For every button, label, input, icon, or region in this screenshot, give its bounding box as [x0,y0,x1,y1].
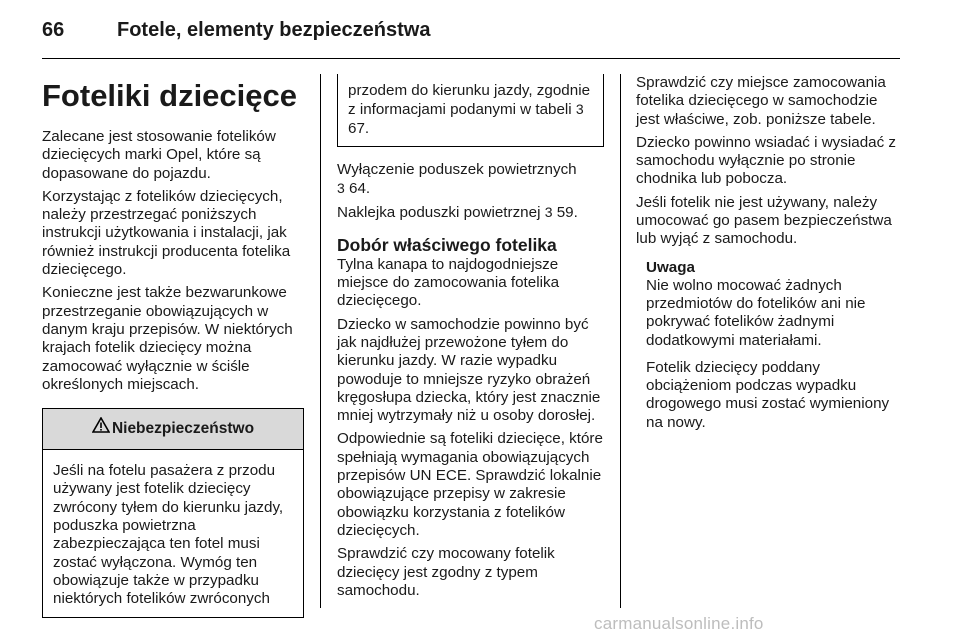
column-3 [636,74,904,441]
paragraph: Jeśli fotelik nie jest używany, należy umocować go pasem bezpieczeństwa lub wyjąć z samochodu. [636,193,892,248]
note-title: Uwaga [646,258,695,276]
page-ref-arrow-icon: 3 [337,180,345,197]
paragraph: Zalecane jest stosowanie fotelików dziecięcych marki Opel, które są dopasowane do pojazdu. [42,128,276,182]
column-1 [42,74,304,618]
page-header [0,0,960,62]
note-text: Fotelik dziecięcy poddany obciążeniom podczas wypadku drogowego musi zostać wymieniony na nowy. [646,358,890,431]
page-ref-arrow-icon: 3 [575,101,584,118]
column-divider-1 [320,74,321,608]
warning-text: Jeśli na fotelu pasażera z przodu używany jest fotelik dziecięcy zwrócony tyłem do kierunku jazdy, poduszka powietrzna zabezpieczająca ten fotel musi zostać wyłączona. Wymóg ten obowiązuje także w przypadku niektórych fotelików zwróconych [53,462,284,608]
page-ref-arrow-icon: 3 [544,204,553,221]
paragraph: Korzystając z fotelików dziecięcych, należy przestrzegać poniższych instrukcji użytkowania i instalacji, jak również instrukcji producenta fotelika dziecięcego. [42,187,291,279]
watermark: carmanualsonline.info [594,614,764,633]
page-ref[interactable]: 64. [349,180,371,198]
paragraph: Odpowiednie są foteliki dziecięce, które spełniają wymagania obowiązujących przepisów UN ECE. Sprawdzić lokalnie obowiązujące przepisy w zakresie obowiązku korzystania z fotelików dziecięcych. [337,430,603,539]
page-ref[interactable]: 67. [348,119,370,137]
page-ref[interactable]: 59. [556,204,578,222]
warning-triangle-icon [92,409,110,449]
warning-continued-text: przodem do kierunku jazdy, zgodnie z informacjami podanymi w tabeli 3 67. [348,82,591,137]
subheading: Dobór właściwego fotelika [337,234,557,255]
paragraph: Sprawdzić czy mocowany fotelik dziecięcy jest zgodny z typem samochodu. [337,545,555,599]
cross-reference: Naklejka poduszki powietrznej 3 59. [337,204,578,222]
warning-title: Niebezpieczeństwo [111,420,255,438]
paragraph: Tylna kanapa to najdogodniejsze miejsce do zamocowania fotelika dziecięcego. [337,255,560,310]
warning-body [43,450,303,616]
note-text: Nie wolno mocować żadnych przedmiotów do fotelików ani nie pokrywać fotelików żadnymi dodatkowymi materiałami. [646,276,866,349]
warning-title-bar [43,409,303,450]
paragraph: Dziecko w samochodzie powinno być jak najdłużej przewożone tyłem do kierunku jazdy. W razie wypadku powoduje to mniejsze ryzyko obrażeń kręgosłupa dziecka, który jest znacznie mniej wytrzymały niż u osoby dorosłej. [337,315,601,425]
paragraph: Konieczne jest także bezwarunkowe przestrzeganie obowiązujących w danym kraju przepisów. W niektórych krajach fotelik dziecięcy można zamocować wyłącznie w ściśle określonych miejscach. [42,284,293,393]
running-title: Fotele, elementy bezpieczeństwa [117,19,431,41]
warning-box-continued [337,74,604,147]
column-divider-2 [620,74,621,608]
cross-reference: Wyłączenie poduszek powietrznych 3 64. [337,160,577,198]
paragraph: Sprawdzić czy miejsce zamocowania fotelika dziecięcego w samochodzie jest właściwe, zob. poniższe tabele. [636,74,886,128]
page-number: 66 [42,19,65,41]
section-title: Foteliki dziecięce [42,78,297,113]
warning-box [42,408,304,617]
note-block [646,259,904,432]
column-2 [337,74,605,605]
paragraph: Dziecko powinno wsiadać i wysiadać z samochodu wyłącznie po stronie chodnika lub pobocza. [636,133,896,188]
header-rule [42,58,900,59]
